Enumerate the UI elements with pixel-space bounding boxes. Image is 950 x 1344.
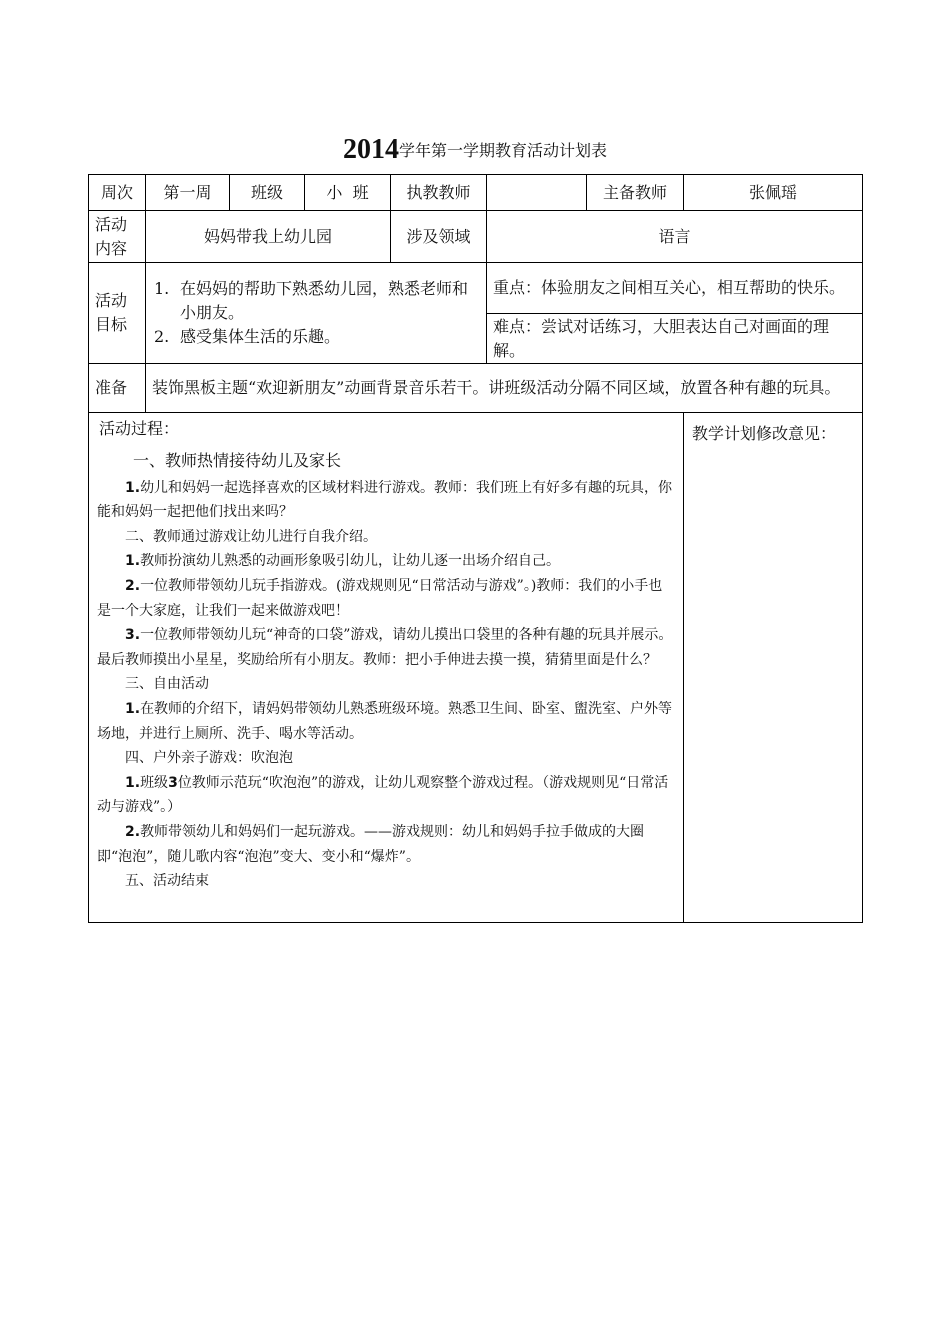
goals-list-cell [146, 263, 487, 364]
process-step: 3.一位教师带领幼儿玩“神奇的口袋”游戏，请幼儿摸出口袋里的各种有趣的玩具并展示。最后教师摸出小星星，奖励给所有小朋友。教师：把小手伸进去摸一摸，猜猜里面是什么？ [97, 627, 673, 668]
plan-table [88, 174, 863, 923]
process-label: 活动过程： [99, 419, 180, 438]
content-label: 活动内容 [89, 211, 146, 263]
goal-number: 2. [154, 327, 170, 346]
lead-teacher-label: 主备教师 [587, 175, 684, 211]
section-heading: 二、教师通过游戏让幼儿进行自我介绍。 [125, 528, 377, 545]
process-cell [89, 413, 684, 923]
goals-label: 活动目标 [89, 263, 146, 364]
class-value: 小 班 [305, 175, 391, 211]
process-step: 1.教师扮演幼儿熟悉的动画形象吸引幼儿，让幼儿逐一出场介绍自己。 [125, 553, 561, 570]
title-text: 学年第一学期教育活动计划表 [398, 141, 607, 160]
process-step: 1.幼儿和妈妈一起选择喜欢的区域材料进行游戏。教师：我们班上有好多有趣的玩具，你能和妈妈一起把他们找出来吗？ [97, 479, 673, 521]
domain-value: 语言 [487, 211, 863, 263]
goal-text: 感受集体生活的乐趣。 [180, 327, 341, 346]
section-heading: 三、自由活动 [125, 676, 209, 693]
row-goals [89, 263, 863, 314]
row-content [89, 211, 863, 263]
row-process [89, 413, 863, 923]
process-step: 1.在教师的介绍下，请妈妈带领幼儿熟悉班级环境。熟悉卫生间、卧室、盥洗室、户外等场地，并进行上厕所、洗手、喝水等活动。 [97, 700, 673, 742]
revision-notes: 教学计划修改意见： [684, 413, 863, 923]
content-value: 妈妈带我上幼儿园 [146, 211, 391, 263]
teacher-label: 执教教师 [391, 175, 487, 211]
key-point: 重点：体验朋友之间相互关心，相互帮助的快乐。 [487, 263, 863, 314]
week-label: 周次 [89, 175, 146, 211]
teacher-value [487, 175, 587, 211]
goal-item [154, 325, 480, 349]
page-title [0, 133, 950, 168]
difficulty: 难点：尝试对话练习，大胆表达自己对画面的理解。 [487, 314, 863, 364]
process-step: 2.一位教师带领幼儿玩手指游戏。(游戏规则见“日常活动与游戏”。)教师：我们的小手也是一个大家庭，让我们一起来做游戏吧！ [97, 577, 663, 619]
process-step: 1.班级3位教师示范玩“吹泡泡”的游戏，让幼儿观察整个游戏过程。（游戏规则见“日常活动与游戏”。） [97, 774, 669, 816]
title-year: 2014 [342, 134, 399, 165]
prep-text: 装饰黑板主题“欢迎新朋友”动画背景音乐若干。讲班级活动分隔不同区域，放置各种有趣的玩具。 [146, 364, 863, 413]
process-step: 2.教师带领幼儿和妈妈们一起玩游戏。——游戏规则：幼儿和妈妈手拉手做成的大圈即“泡泡”，随儿歌内容“泡泡”变大、变小和“爆炸”。 [97, 823, 645, 865]
section-heading: 五、活动结束 [125, 873, 209, 890]
lead-teacher-value: 张佩瑶 [684, 175, 863, 211]
section-heading: 四、户外亲子游戏：吹泡泡 [125, 750, 293, 767]
row-prep [89, 364, 863, 413]
class-label: 班级 [230, 175, 305, 211]
goals-list [154, 277, 480, 349]
row-basic-info [89, 175, 863, 211]
goal-number: 1. [154, 279, 170, 298]
section-heading: 一、教师热情接待幼儿及家长 [133, 451, 342, 470]
process-body [97, 449, 675, 894]
week-value: 第一周 [146, 175, 230, 211]
domain-label: 涉及领域 [391, 211, 487, 263]
goal-item [154, 277, 480, 325]
prep-label: 准备 [89, 364, 146, 413]
goal-text: 在妈妈的帮助下熟悉幼儿园，熟悉老师和小朋友。 [180, 279, 469, 322]
